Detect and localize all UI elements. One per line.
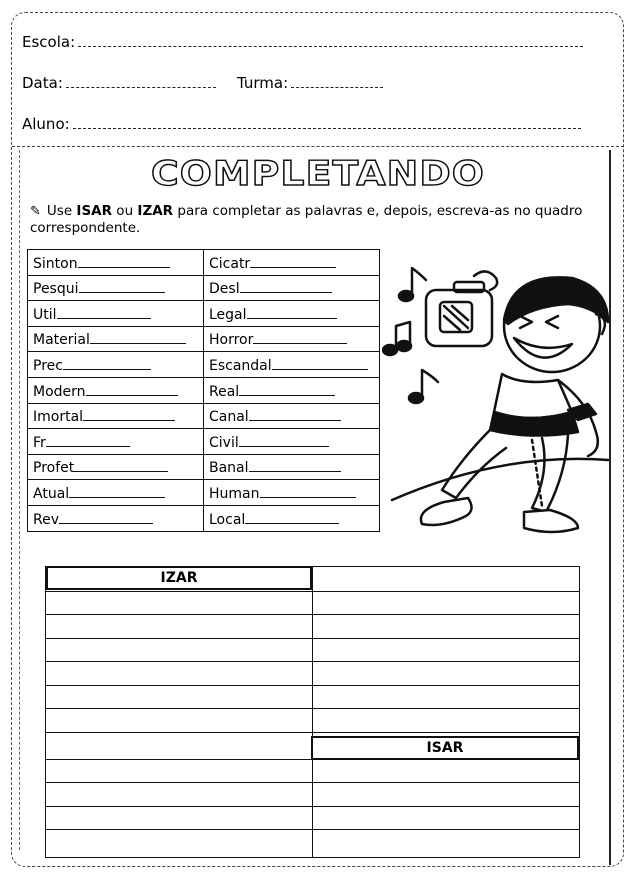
answer-row-line — [46, 782, 579, 783]
word-cell[interactable] — [28, 505, 204, 531]
isar-header: ISAR — [311, 736, 579, 760]
escola-field[interactable] — [22, 33, 583, 51]
turma-line[interactable] — [291, 86, 383, 88]
word-stem: Canal — [209, 409, 249, 426]
word-cell[interactable] — [204, 326, 380, 352]
answer-row-line — [46, 829, 579, 830]
word-row — [28, 275, 380, 301]
data-field[interactable] — [22, 74, 216, 92]
answer-blank[interactable] — [239, 445, 329, 447]
answer-blank[interactable] — [46, 445, 130, 447]
music-note-icon — [383, 322, 411, 355]
music-note-icon — [399, 268, 426, 301]
answer-row-line — [46, 591, 579, 592]
word-stem: Rev — [33, 511, 59, 528]
header-divider — [12, 146, 624, 147]
word-cell[interactable] — [28, 454, 204, 480]
turma-field[interactable] — [237, 74, 383, 92]
word-stem: Escandal — [209, 357, 272, 374]
word-cell[interactable] — [28, 403, 204, 429]
word-row — [28, 250, 380, 276]
aluno-field[interactable] — [22, 115, 581, 133]
word-stem: Fr — [33, 434, 46, 451]
word-stem: Atual — [33, 485, 70, 502]
answer-blank[interactable] — [249, 419, 341, 421]
answer-blank[interactable] — [79, 291, 165, 293]
answer-row-line — [46, 614, 579, 615]
word-cell[interactable] — [204, 454, 380, 480]
answer-blank[interactable] — [57, 317, 151, 319]
pencil-icon: ✎ — [30, 204, 41, 219]
page-title-text: COMPLETANDO — [151, 154, 485, 194]
answer-blank[interactable] — [59, 522, 153, 524]
word-row — [28, 429, 380, 455]
data-label: Data: — [22, 74, 63, 92]
word-row — [28, 403, 380, 429]
word-stem: Material — [33, 332, 90, 349]
word-stem: Cicatr — [209, 255, 251, 272]
answer-blank[interactable] — [239, 394, 335, 396]
turma-label: Turma: — [237, 74, 289, 92]
word-table — [27, 249, 380, 532]
word-stem: Profet — [33, 460, 75, 477]
answer-blank[interactable] — [69, 496, 165, 498]
word-stem: Local — [209, 511, 246, 528]
word-row — [28, 352, 380, 378]
word-cell[interactable] — [28, 352, 204, 378]
word-cell[interactable] — [204, 352, 380, 378]
word-stem: Imortal — [33, 409, 84, 426]
word-stem: Human — [209, 485, 260, 502]
word-stem: Sinton — [33, 255, 78, 272]
word-cell[interactable] — [28, 275, 204, 301]
page-title — [148, 152, 488, 194]
word-cell[interactable] — [28, 326, 204, 352]
answer-row-line — [46, 661, 579, 662]
answer-blank[interactable] — [240, 291, 332, 293]
word-stem: Real — [209, 383, 240, 400]
word-stem: Civil — [209, 434, 239, 451]
answer-blank[interactable] — [250, 266, 336, 268]
dancing-boy-illustration — [382, 262, 612, 552]
answer-row-line — [46, 685, 579, 686]
word-stem: Horror — [209, 332, 254, 349]
answer-row-line — [46, 806, 579, 807]
word-stem: Desl — [209, 281, 240, 298]
instruction: ✎ Use ISAR ou IZAR para completar as palavras e, depois, escreva-as no quadro correspondente. — [30, 203, 583, 236]
word-cell[interactable] — [204, 377, 380, 403]
word-cell[interactable] — [204, 429, 380, 455]
answer-blank[interactable] — [253, 342, 347, 344]
answer-blank[interactable] — [245, 522, 339, 524]
word-cell[interactable] — [204, 301, 380, 327]
escola-line[interactable] — [78, 45, 583, 47]
answer-blank[interactable] — [63, 368, 151, 370]
word-cell[interactable] — [28, 429, 204, 455]
word-row — [28, 377, 380, 403]
word-stem: Banal — [209, 460, 249, 477]
word-cell[interactable] — [204, 250, 380, 276]
answer-blank[interactable] — [272, 368, 368, 370]
answer-row-line — [46, 732, 579, 733]
word-cell[interactable] — [204, 480, 380, 506]
answer-blank[interactable] — [83, 419, 175, 421]
word-cell[interactable] — [28, 301, 204, 327]
escola-label: Escola: — [22, 33, 76, 51]
word-row — [28, 326, 380, 352]
aluno-line[interactable] — [73, 127, 581, 129]
word-cell[interactable] — [204, 403, 380, 429]
data-line[interactable] — [66, 86, 216, 88]
left-margin-line — [19, 150, 20, 850]
word-stem: Modern — [33, 383, 86, 400]
word-row — [28, 505, 380, 531]
answer-blank[interactable] — [78, 266, 170, 268]
word-row — [28, 454, 380, 480]
word-cell[interactable] — [28, 377, 204, 403]
answer-column-divider — [312, 567, 313, 857]
answer-blank[interactable] — [260, 496, 356, 498]
word-stem: Legal — [209, 306, 247, 323]
word-row — [28, 480, 380, 506]
izar-header: IZAR — [46, 566, 312, 590]
answer-blank[interactable] — [90, 342, 186, 344]
answer-blank[interactable] — [249, 470, 341, 472]
word-stem: Util — [33, 306, 57, 323]
answer-blank[interactable] — [74, 470, 168, 472]
word-cell[interactable] — [204, 505, 380, 531]
answer-row-line — [46, 708, 579, 709]
word-cell[interactable] — [28, 250, 204, 276]
word-cell[interactable] — [204, 275, 380, 301]
aluno-label: Aluno: — [22, 115, 70, 133]
answer-row-line — [46, 638, 579, 639]
answer-blank[interactable] — [247, 317, 337, 319]
word-stem: Prec — [33, 357, 63, 374]
music-note-icon — [409, 370, 438, 403]
word-row — [28, 301, 380, 327]
word-stem: Pesqui — [33, 281, 79, 298]
word-cell[interactable] — [28, 480, 204, 506]
answer-blank[interactable] — [86, 394, 178, 396]
answer-table — [45, 566, 580, 858]
